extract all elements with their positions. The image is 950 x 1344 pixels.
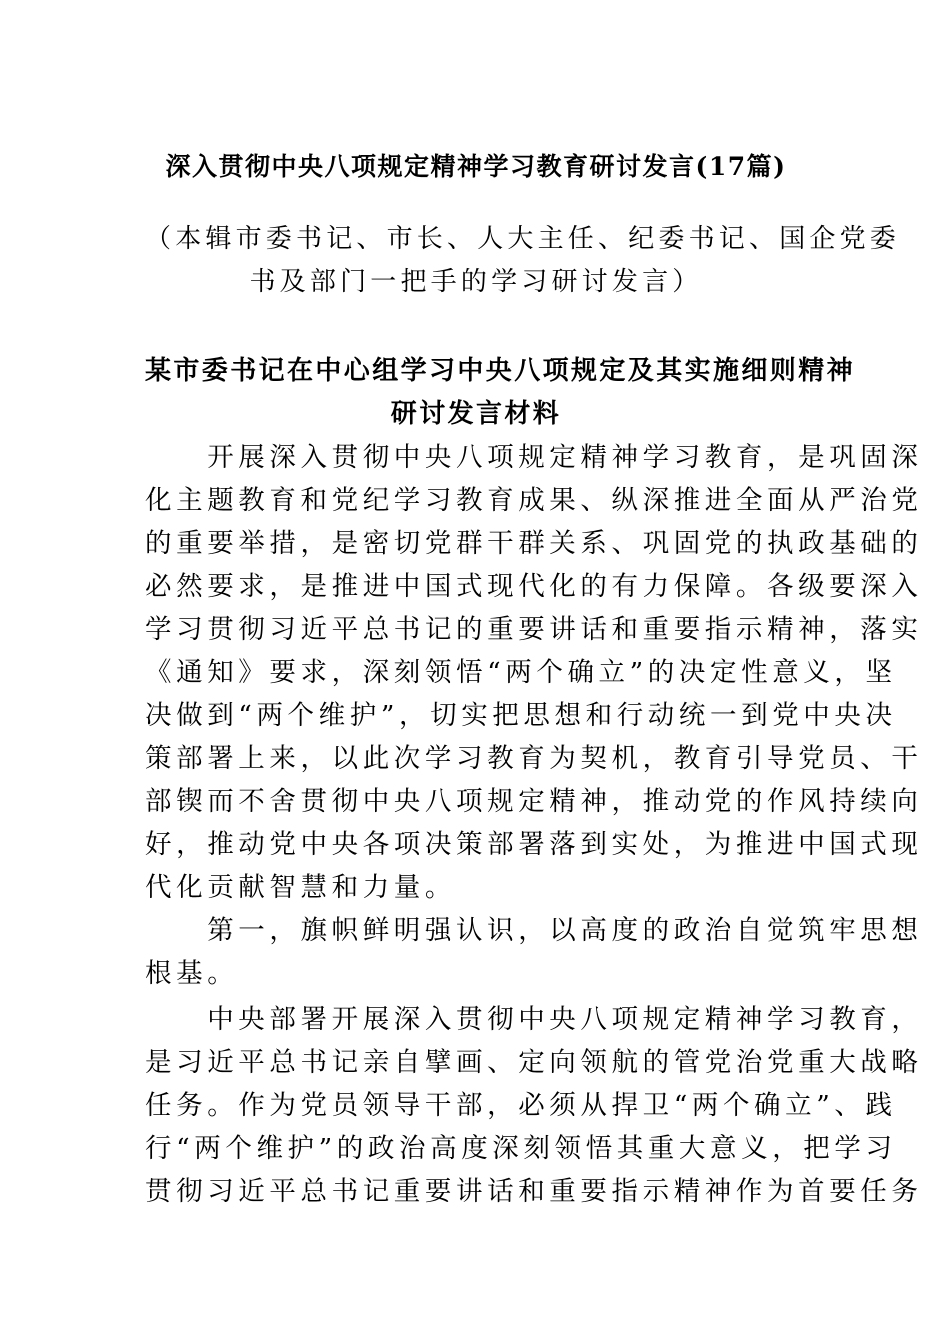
body-line: 开展深入贯彻中央八项规定精神学习教育，是巩固深	[145, 442, 923, 473]
body-line: 部锲而不舍贯彻中央八项规定精神，推动党的作风持续向	[145, 786, 923, 817]
body-line: 的重要举措，是密切党群干群关系、巩固党的执政基础的	[145, 528, 923, 559]
section-heading-line-2: 研讨发言材料	[390, 399, 562, 429]
body-line: 是习近平总书记亲自擘画、定向领航的管党治党重大战略	[145, 1047, 923, 1078]
body-line: 策部署上来，以此次学习教育为契机，教育引导党员、干	[145, 743, 923, 774]
body-line: 必然要求，是推进中国式现代化的有力保障。各级要深入	[145, 571, 923, 602]
document-subtitle-line-2: 书及部门一把手的学习研讨发言）	[249, 267, 703, 297]
document-title: 深入贯彻中央八项规定精神学习教育研讨发言(17篇)	[165, 152, 787, 181]
body-line: 任务。作为党员领导干部，必须从捍卫“两个确立”、践	[145, 1090, 897, 1121]
body-line: 决做到“两个维护”，切实把思想和行动统一到党中央决	[145, 700, 897, 731]
body-line: 代化贡献智慧和力量。	[145, 872, 456, 903]
section-heading-line-1: 某市委书记在中心组学习中央八项规定及其实施细则精神	[145, 356, 856, 386]
body-line: 学习贯彻习近平总书记的重要讲话和重要指示精神，落实	[145, 614, 923, 645]
body-line: 根基。	[145, 958, 239, 989]
body-line: 中央部署开展深入贯彻中央八项规定精神学习教育，	[145, 1004, 923, 1035]
body-line: 化主题教育和党纪学习教育成果、纵深推进全面从严治党	[145, 485, 923, 516]
body-line: 第一，旗帜鲜明强认识，以高度的政治自觉筑牢思想	[145, 915, 923, 946]
body-line: 贯彻习近平总书记重要讲话和重要指示精神作为首要任务	[145, 1176, 923, 1207]
body-line: 行“两个维护”的政治高度深刻领悟其重大意义，把学习	[145, 1133, 897, 1164]
document-subtitle-line-1: （本辑市委书记、市长、人大主任、纪委书记、国企党委	[145, 224, 901, 254]
body-line: 《通知》要求，深刻领悟“两个确立”的决定性意义，坚	[145, 657, 897, 688]
body-line: 好，推动党中央各项决策部署落到实处，为推进中国式现	[145, 829, 923, 860]
